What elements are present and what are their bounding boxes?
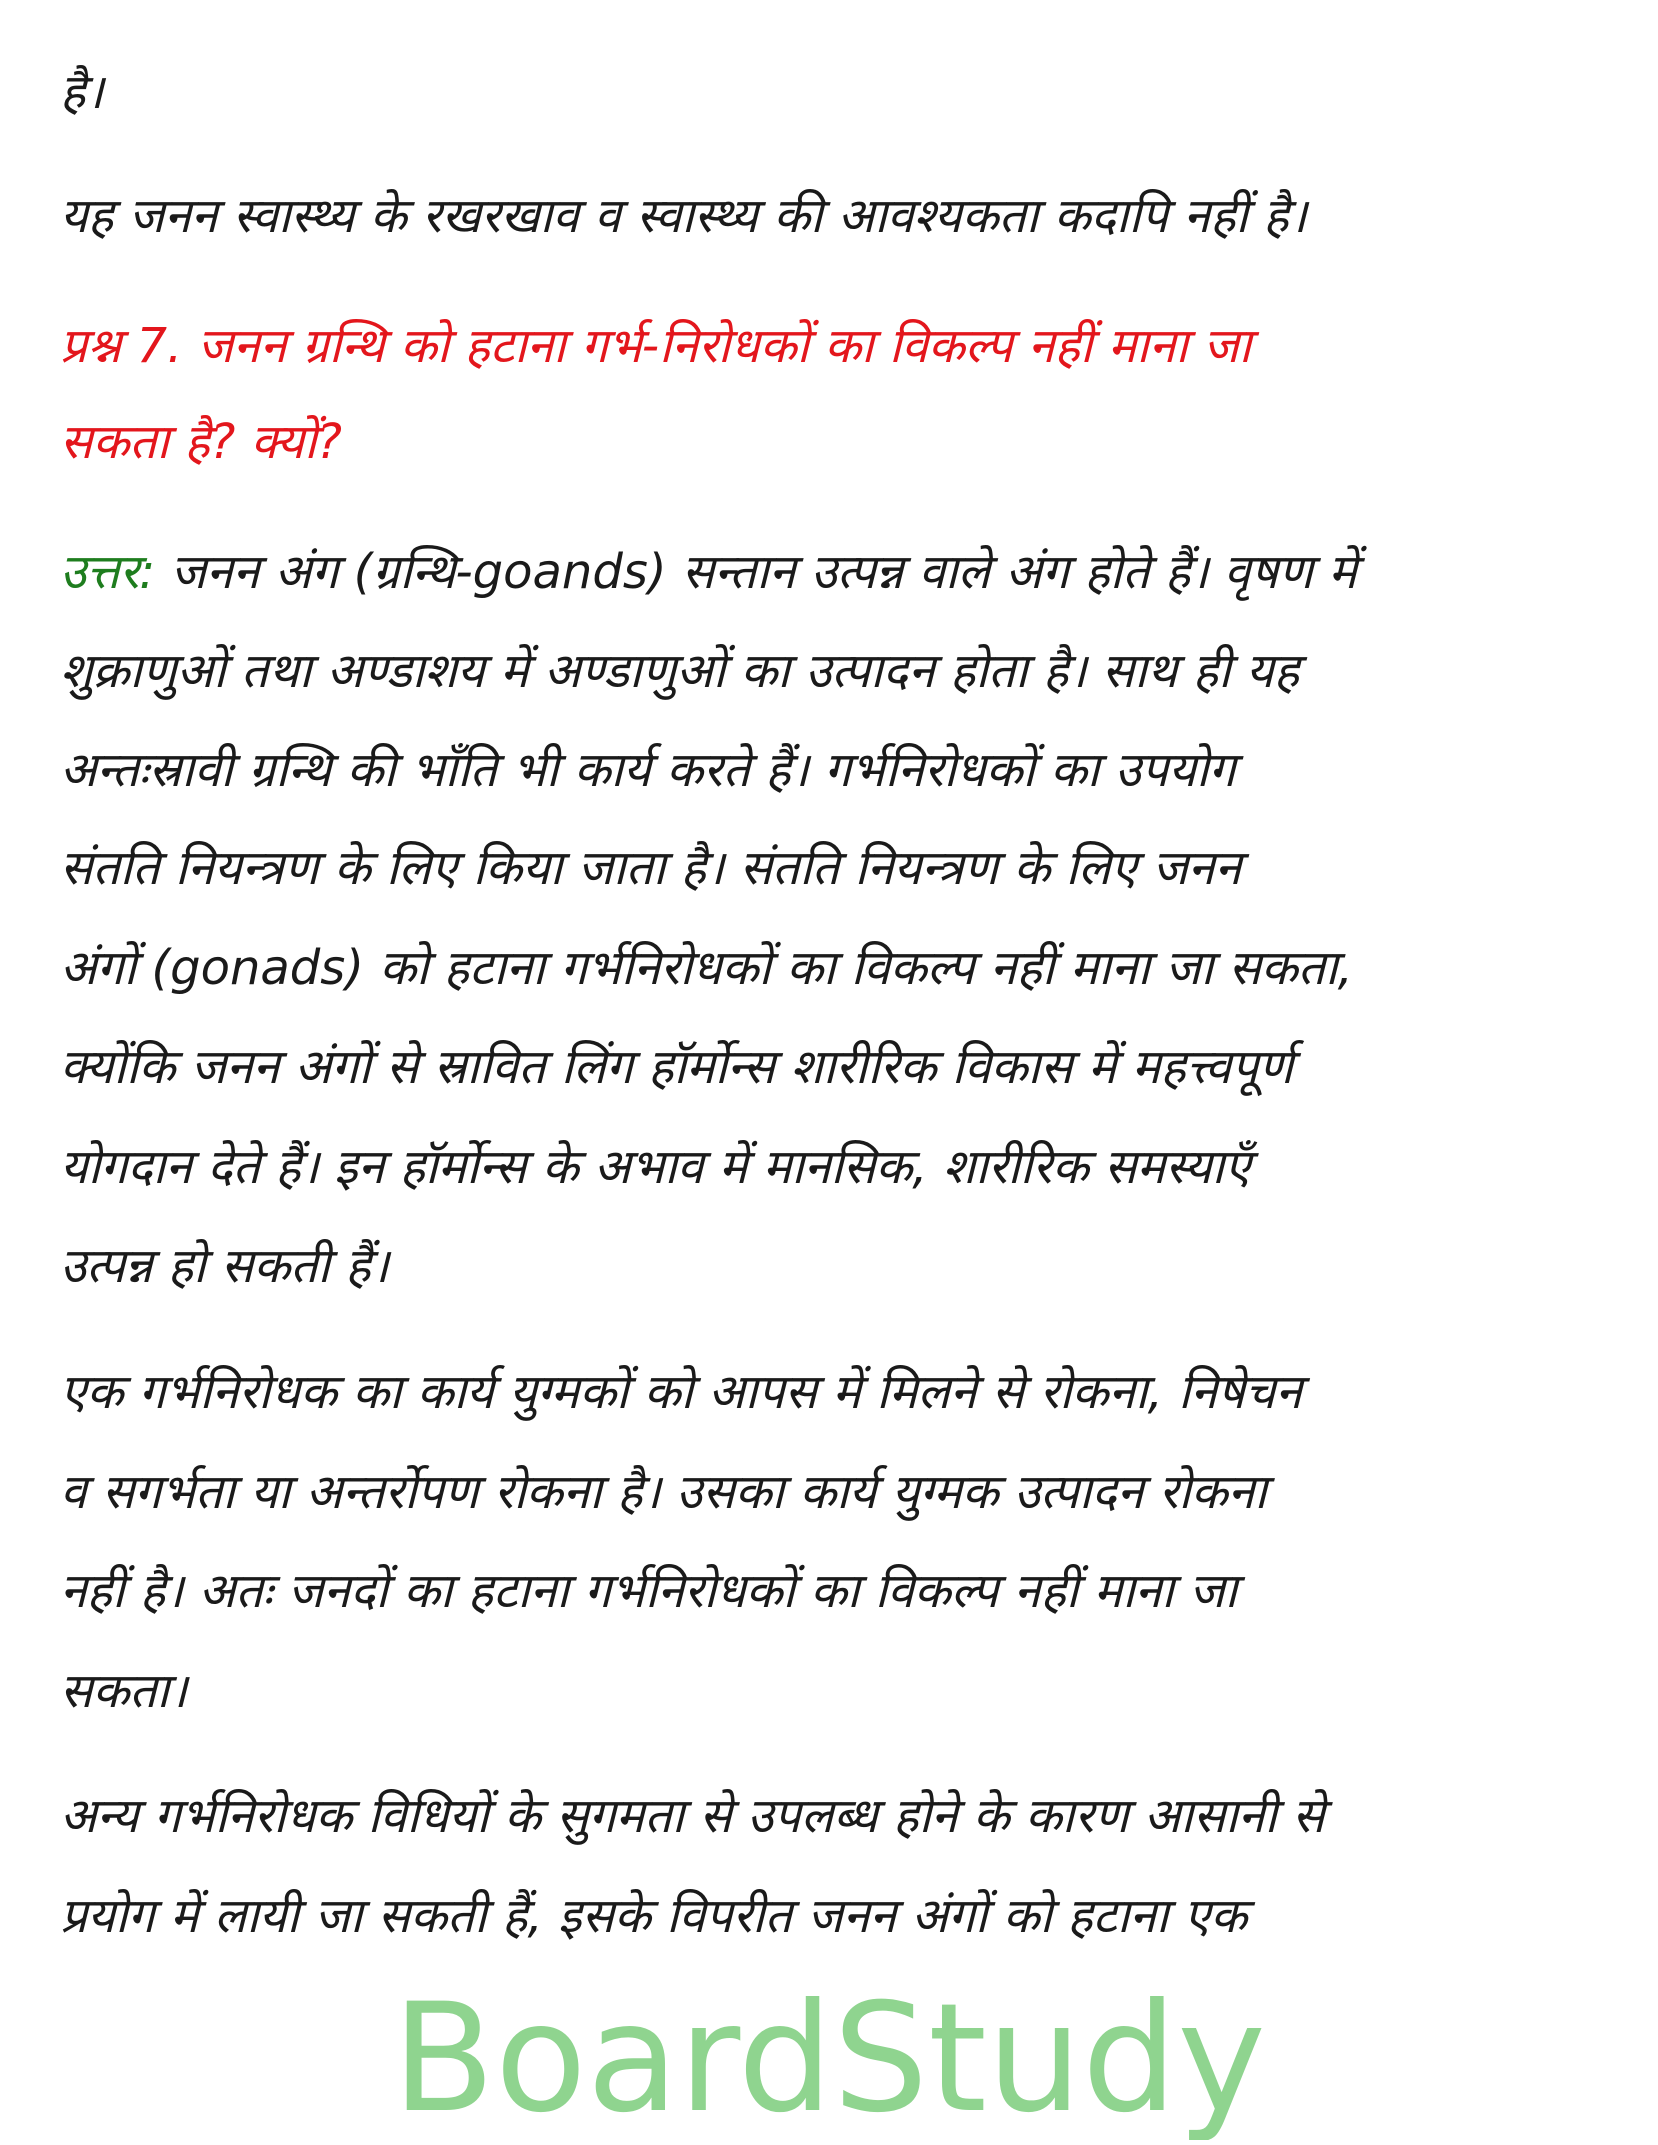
- answer-line: प्रयोग में लायी जा सकती हैं, इसके विपरीत जनन अंगों को हटाना एक: [60, 1888, 1248, 1944]
- answer-line: सकता।: [60, 1663, 188, 1719]
- answer-line: शुक्राणुओं तथा अण्डाशय में अण्डाणुओं का उत्पादन होता है। साथ ही यह: [60, 643, 1300, 699]
- text-line: है।: [60, 64, 104, 120]
- answer-line: योगदान देते हैं। इन हॉर्मोन्स के अभाव में मानसिक, शारीरिक समस्याएँ: [60, 1139, 1251, 1195]
- answer-line: संतति नियन्त्रण के लिए किया जाता है। संतति नियन्त्रण के लिए जनन: [60, 840, 1242, 896]
- watermark: [0, 1975, 1658, 2140]
- answer-line: अन्य गर्भनिरोधक विधियों के सुगमता से उपलब्ध होने के कारण आसानी से: [60, 1788, 1325, 1844]
- answer-line: एक गर्भनिरोधक का कार्य युग्मकों को आपस में मिलने से रोकना, निषेचन: [60, 1364, 1303, 1420]
- answer-line: व सगर्भता या अन्तर्रोपण रोकना है। उसका कार्य युग्मक उत्पादन रोकना: [60, 1464, 1267, 1520]
- text-line: यह जनन स्वास्थ्य के रखरखाव व स्वास्थ्य की आवश्यकता कदापि नहीं है।: [60, 188, 1307, 244]
- answer-label: उत्तर:: [60, 544, 156, 600]
- question-heading-line-1: प्रश्न 7. जनन ग्रन्थि को हटाना गर्भ-निरोधकों का विकल्प नहीं माना जा: [60, 318, 1252, 374]
- answer-line: नहीं है। अतः जनदों का हटाना गर्भनिरोधकों का विकल्प नहीं माना जा: [60, 1563, 1238, 1619]
- answer-line: अन्तःस्रावी ग्रन्थि की भाँति भी कार्य करते हैं। गर्भनिरोधकों का उपयोग: [60, 742, 1236, 798]
- question-heading-line-2: सकता है? क्यों?: [60, 414, 343, 470]
- answer-line: अंगों (gonads) को हटाना गर्भनिरोधकों का विकल्प नहीं माना जा सकता,: [60, 940, 1353, 996]
- answer-line: उत्पन्न हो सकती हैं।: [60, 1238, 389, 1294]
- answer-text: जनन अंग (ग्रन्थि-goands) सन्तान उत्पन्न वाले अंग होते हैं। वृषण में: [155, 544, 1357, 600]
- answer-line: क्योंकि जनन अंगों से स्रावित लिंग हॉर्मोन्स शारीरिक विकास में महत्त्वपूर्ण: [60, 1039, 1294, 1095]
- answer-first-line: [60, 542, 1357, 602]
- watermark-text: BoardStudy: [392, 1975, 1266, 2140]
